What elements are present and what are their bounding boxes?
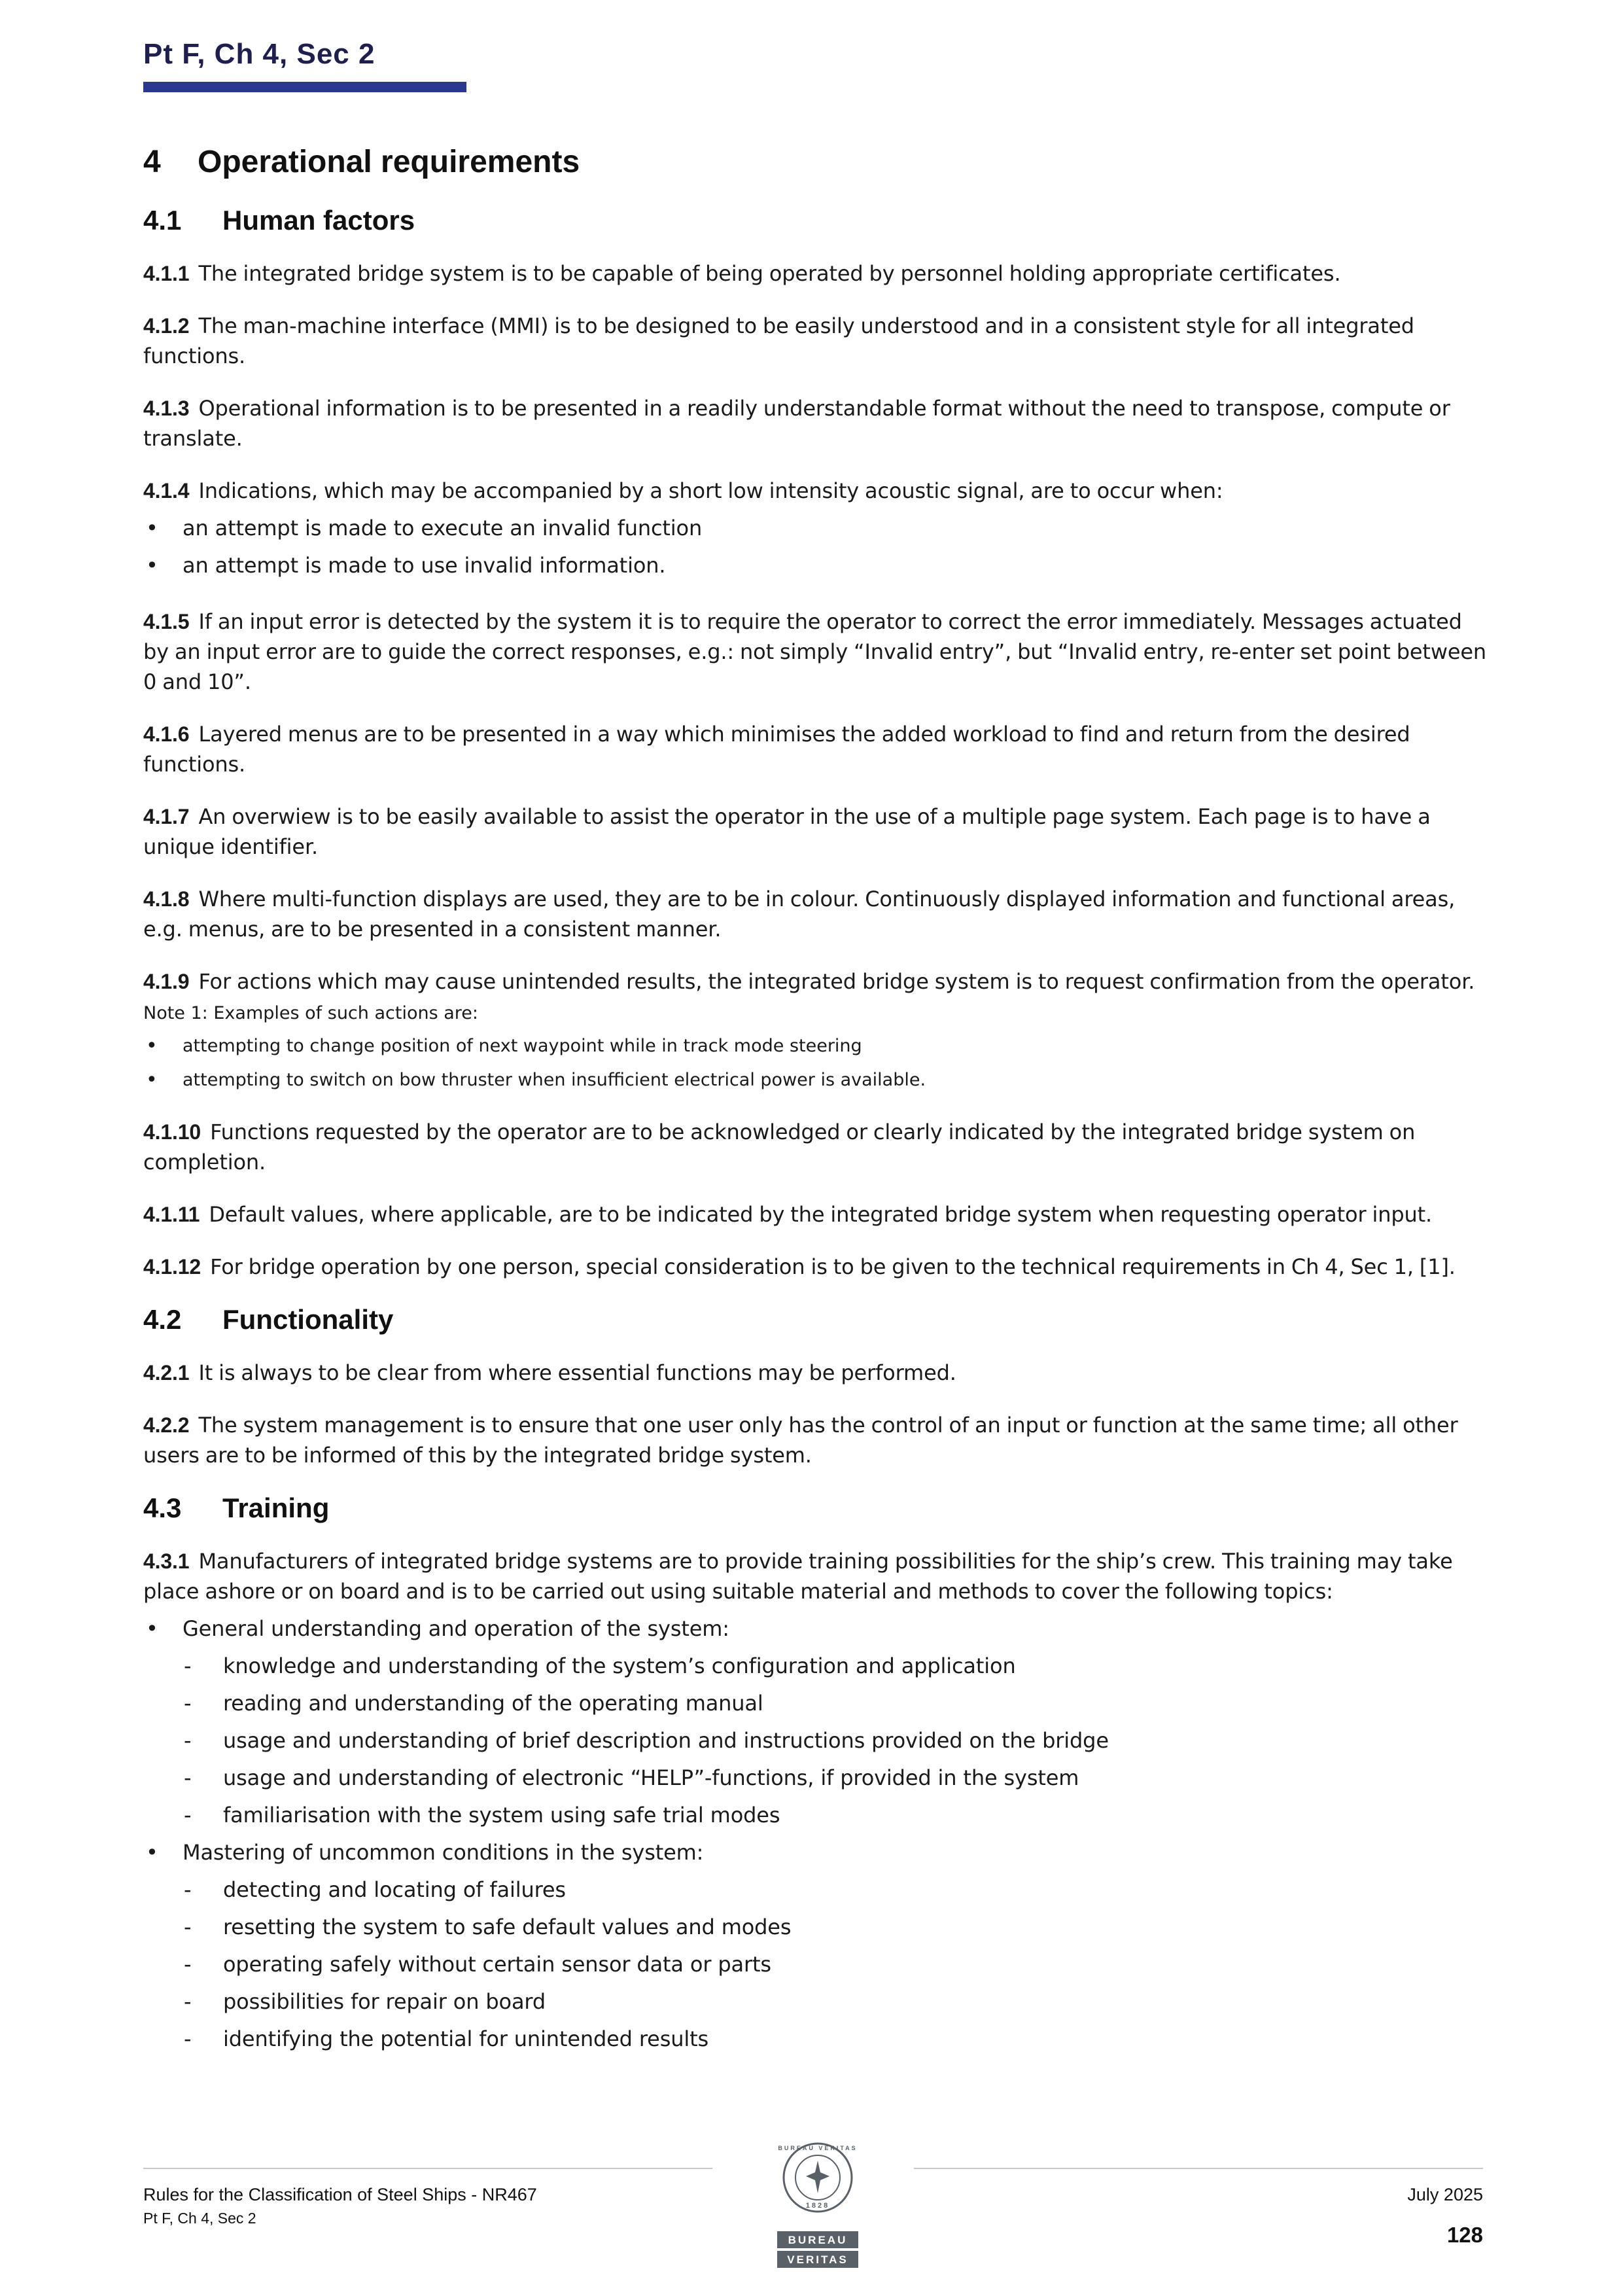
footer-date: July 2025 (1407, 2185, 1483, 2204)
list-item-text: attempting to change position of next waypoint while in track mode steering (183, 1036, 862, 1056)
list-item-text: resetting the system to safe default values and modes (223, 1915, 792, 1939)
page-content (143, 144, 1492, 2058)
dash-icon: - (184, 1989, 192, 2014)
paragraph-4-1-10 (143, 1117, 1492, 1177)
list-item (143, 1063, 1492, 1097)
paragraph-text: Operational information is to be presented in a readily understandable format without the need to transpose, compute or translate. (143, 396, 1450, 451)
paragraph-text: Default values, where applicable, are to be indicated by the integrated bridge system when requesting operator input. (209, 1202, 1433, 1227)
note-4-1-9: Note 1: Examples of such actions are: (143, 1003, 478, 1023)
logo-line-2: VERITAS (787, 2253, 848, 2266)
paragraph-number: 4.1.11 (143, 1203, 200, 1226)
list-item-text: General understanding and operation of the system: (183, 1616, 729, 1641)
footer-rule-left (143, 2168, 712, 2169)
paragraph-number: 4.1.9 (143, 970, 190, 993)
paragraph-4-1-4 (143, 476, 1492, 506)
subsection-title: Training (222, 1492, 330, 1523)
paragraph-number: 4.2.2 (143, 1413, 190, 1437)
subsection-title: Human factors (222, 205, 415, 236)
list-item-text: an attempt is made to use invalid information. (183, 553, 666, 578)
bullet-icon: • (146, 1616, 158, 1641)
list-item (143, 2021, 1492, 2058)
paragraph-text: For bridge operation by one person, special consideration is to be given to the technical requirements in Ch 4, Sec 1, [1]. (210, 1254, 1456, 1279)
list-item (143, 1610, 1492, 1648)
paragraph-4-1-7 (143, 802, 1492, 862)
list-item (143, 1797, 1492, 1834)
list-item (143, 1834, 1492, 1871)
list-item (143, 1029, 1492, 1063)
list-item-text: reading and understanding of the operating manual (223, 1691, 763, 1716)
subsection-title: Functionality (222, 1304, 394, 1335)
paragraph-number: 4.1.2 (143, 314, 190, 338)
subsection-heading-4-1 (143, 205, 1492, 236)
paragraph-number: 4.2.1 (143, 1361, 190, 1385)
paragraph-4-1-12 (143, 1252, 1492, 1282)
bullet-icon: • (146, 516, 158, 540)
paragraph-4-1-2 (143, 311, 1492, 371)
sub-list-topic-1 (143, 1648, 1492, 1834)
training-topics-list-2 (143, 1834, 1492, 1871)
paragraph-text: Manufacturers of integrated bridge systems are to provide training possibilities for the ship’s crew. This training may take place ashore or on board and is to be carried out using suitable material and methods to cover the following topics: (143, 1549, 1453, 1604)
paragraph-number: 4.1.10 (143, 1120, 201, 1144)
list-item-text: usage and understanding of brief description and instructions provided on the bridge (223, 1728, 1109, 1753)
paragraph-text: The integrated bridge system is to be capable of being operated by personnel holding appropriate certificates. (198, 261, 1341, 286)
paragraph-4-1-3 (143, 393, 1492, 453)
page-number: 128 (1446, 2223, 1483, 2247)
subsection-number: 4.3 (143, 1492, 182, 1523)
paragraph-number: 4.1.5 (143, 610, 190, 633)
paragraph-text: An overwiew is to be easily available to assist the operator in the use of a multiple page system. Each page is to have a unique identifier. (143, 804, 1431, 859)
paragraph-4-3-1 (143, 1546, 1492, 1606)
list-item-text: usage and understanding of electronic “HELP”-functions, if provided in the system (223, 1765, 1079, 1790)
list-item-text: identifying the potential for unintended results (223, 2026, 709, 2051)
dash-icon: - (184, 1653, 192, 1678)
paragraph-4-1-11 (143, 1199, 1492, 1229)
list-item-text: an attempt is made to execute an invalid function (183, 516, 703, 540)
bullet-icon: • (146, 1840, 158, 1865)
bullet-icon: • (146, 553, 158, 578)
paragraph-text: The system management is to ensure that one user only has the control of an input or function at the same time; all other users are to be informed of this by the integrated bridge system. (143, 1413, 1458, 1468)
dash-icon: - (184, 1728, 192, 1753)
subsection-number: 4.1 (143, 205, 182, 236)
list-item (143, 1871, 1492, 1909)
paragraph-text: Indications, which may be accompanied by a short low intensity acoustic signal, are to occur when: (198, 478, 1223, 503)
paragraph-number: 4.1.1 (143, 262, 190, 285)
logo-year: 1828 (805, 2202, 830, 2210)
list-item (143, 1946, 1492, 1983)
list-item (143, 1648, 1492, 1685)
header-section-ref: Pt F, Ch 4, Sec 2 (143, 38, 375, 70)
paragraph-4-1-5 (143, 607, 1492, 697)
paragraph-4-1-6 (143, 719, 1492, 779)
note-bullet-list (143, 1029, 1492, 1097)
paragraph-text: The man-machine interface (MMI) is to be designed to be easily understood and in a consistent style for all integrated functions. (143, 313, 1414, 368)
paragraph-text: It is always to be clear from where essential functions may be performed. (198, 1360, 956, 1385)
list-item-text: operating safely without certain sensor data or parts (223, 1952, 771, 1977)
bullet-icon: • (146, 1034, 158, 1057)
list-item (143, 1722, 1492, 1759)
section-title: Operational requirements (198, 145, 580, 179)
list-item (143, 1685, 1492, 1722)
footer-rule-right (914, 2168, 1483, 2169)
training-topics-list (143, 1610, 1492, 1648)
subsection-number: 4.2 (143, 1304, 182, 1335)
list-item-text: Mastering of uncommon conditions in the system: (183, 1840, 704, 1865)
logo-ring-text: BUREAU VERITAS (778, 2145, 858, 2151)
header-rule (143, 82, 466, 92)
paragraph-number: 4.3.1 (143, 1549, 190, 1573)
footer-section-ref: Pt F, Ch 4, Sec 2 (143, 2210, 256, 2227)
paragraph-text: For actions which may cause unintended results, the integrated bridge system is to request confirmation from the operator. (198, 969, 1475, 994)
list-item (143, 1909, 1492, 1946)
paragraph-number: 4.1.12 (143, 1255, 201, 1279)
list-item (143, 510, 1492, 547)
dash-icon: - (184, 1765, 192, 1790)
list-item-text: familiarisation with the system using safe trial modes (223, 1803, 780, 1828)
paragraph-text: Functions requested by the operator are to be acknowledged or clearly indicated by the integrated bridge system on completion. (143, 1120, 1416, 1174)
paragraph-4-2-1 (143, 1358, 1492, 1388)
bureau-veritas-logo-icon (772, 2140, 864, 2274)
subsection-heading-4-2 (143, 1304, 1492, 1335)
paragraph-number: 4.1.7 (143, 805, 190, 828)
paragraph-4-2-2 (143, 1410, 1492, 1470)
paragraph-number: 4.1.8 (143, 887, 190, 911)
subsection-heading-4-3 (143, 1492, 1492, 1524)
paragraph-4-1-1 (143, 258, 1492, 289)
list-item-text: attempting to switch on bow thruster when insufficient electrical power is available. (183, 1070, 926, 1090)
dash-icon: - (184, 1803, 192, 1828)
list-item-text: detecting and locating of failures (223, 1877, 566, 1902)
paragraph-text: Layered menus are to be presented in a way which minimises the added workload to find and return from the desired functions. (143, 722, 1410, 777)
list-item (143, 1759, 1492, 1797)
dash-icon: - (184, 1915, 192, 1939)
list-item (143, 547, 1492, 584)
section-heading (143, 144, 1492, 180)
bullet-icon: • (146, 1069, 158, 1091)
dash-icon: - (184, 1952, 192, 1977)
paragraph-text: If an input error is detected by the system it is to require the operator to correct the error immediately. Messages actuated by an input error are to guide the correct responses, e.g.: not simply “Invalid entry”, but “Invalid entry, re-enter set point between 0 and 10”. (143, 609, 1487, 694)
dash-icon: - (184, 1877, 192, 1902)
list-item-text: knowledge and understanding of the system’s configuration and application (223, 1653, 1016, 1678)
footer-publication: Rules for the Classification of Steel Ships - NR467 (143, 2185, 537, 2204)
paragraph-4-1-8 (143, 884, 1492, 944)
paragraph-4-1-9 (143, 966, 1492, 997)
paragraph-number: 4.1.4 (143, 479, 190, 503)
paragraph-number: 4.1.6 (143, 722, 190, 746)
paragraph-number: 4.1.3 (143, 397, 190, 420)
bullet-list-4-1-4 (143, 510, 1492, 584)
paragraph-text: Where multi-function displays are used, they are to be in colour. Continuously displayed information and functional areas, e.g. menus, are to be presented in a consistent manner. (143, 887, 1456, 942)
sub-list-topic-2 (143, 1871, 1492, 2058)
section-number: 4 (143, 145, 161, 179)
dash-icon: - (184, 2026, 192, 2051)
list-item-text: possibilities for repair on board (223, 1989, 546, 2014)
list-item (143, 1983, 1492, 2021)
logo-line-1: BUREAU (788, 2234, 848, 2246)
dash-icon: - (184, 1691, 192, 1716)
